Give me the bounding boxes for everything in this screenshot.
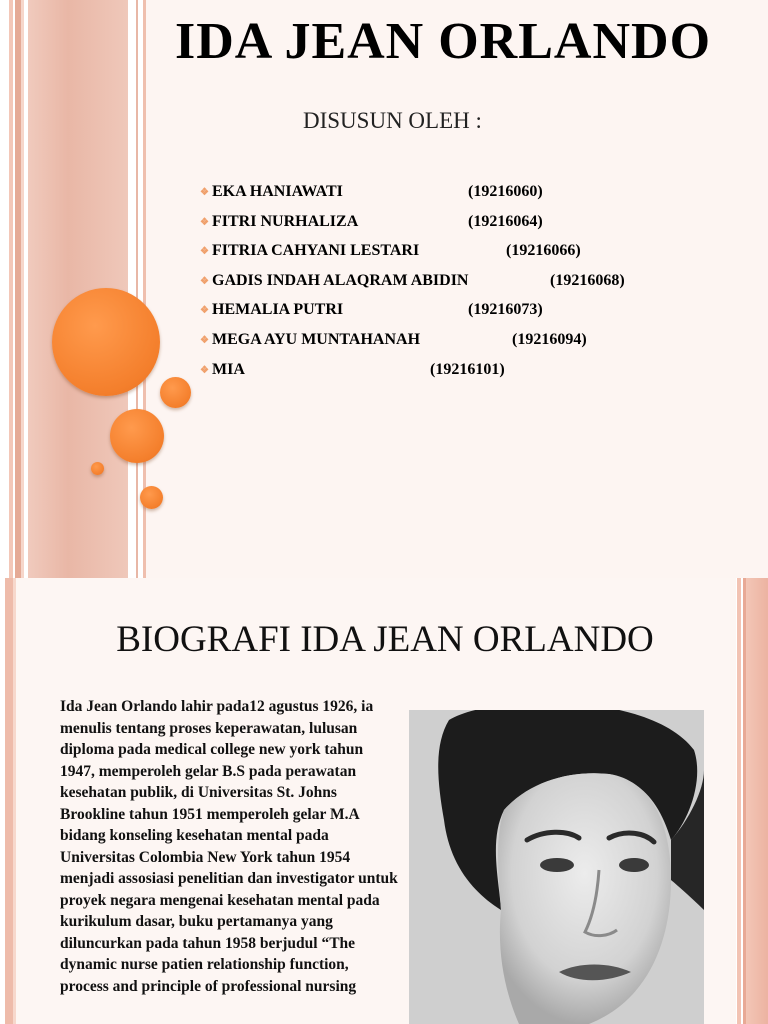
diamond-bullet-icon: ❖ xyxy=(200,334,209,346)
decor-stripe xyxy=(5,578,13,1024)
member-name: FITRI NURHALIZA xyxy=(212,212,359,230)
decor-circle-tiny xyxy=(91,462,104,475)
member-name: FITRIA CAHYANI LESTARI xyxy=(212,242,420,260)
slide-title-heading: IDA JEAN ORLANDO xyxy=(174,13,712,70)
biography-title: BIOGRAFI IDA JEAN ORLANDO xyxy=(116,619,654,660)
slide-subtitle: DISUSUN OLEH : xyxy=(303,108,482,133)
decor-circle-small xyxy=(140,486,163,509)
diamond-bullet-icon: ❖ xyxy=(200,275,209,287)
member-name: HEMALIA PUTRI xyxy=(212,301,344,319)
diamond-bullet-icon: ❖ xyxy=(200,187,209,198)
portrait-image xyxy=(409,710,704,1024)
diamond-bullet-icon: ❖ xyxy=(200,305,209,317)
slide-biography xyxy=(0,578,768,1024)
diamond-bullet-icon: ❖ xyxy=(200,364,209,376)
diamond-bullet-icon: ❖ xyxy=(200,246,209,258)
decor-stripe xyxy=(0,0,9,578)
member-nim: (19216094) xyxy=(512,330,587,348)
member-nim: (19216073) xyxy=(468,301,543,319)
member-nim: (19216101) xyxy=(430,360,505,378)
decor-circle-small xyxy=(160,377,191,408)
decor-circle-large xyxy=(52,288,160,396)
member-name: MEGA AYU MUNTAHANAH xyxy=(212,330,421,348)
decor-circle-medium xyxy=(110,409,164,463)
member-nim: (19216060) xyxy=(468,183,543,200)
diamond-bullet-icon: ❖ xyxy=(200,216,209,228)
member-nim: (19216066) xyxy=(506,242,581,260)
member-nim: (19216064) xyxy=(468,212,543,230)
member-name: GADIS INDAH ALAQRAM ABIDIN xyxy=(212,271,469,289)
decor-stripe-wide xyxy=(746,578,768,1024)
member-name: MIA xyxy=(212,360,245,378)
portrait-photo xyxy=(409,710,704,1024)
biography-text: Ida Jean Orlando lahir pada12 agustus 1926, ia menulis tentang proses keperawatan, lulusan diploma pada medical college new york tahun 1947, memperoleh gelar B.S pada perawatan kesehatan publik, di Universitas St. Johns Brookline tahun 1951 memperoleh gelar M.A bidang konseling kesehatan mental pada Universitas Colombia New York tahun 1954 menjadi assosiasi penelitian dan investigator untuk proyek negara mengenai kesehatan mental pada kurikulum dasar, buku pertamanya yang diluncurkan pada tahun 1958 berjudul “The dynamic nurse patien relationship function, process and principle of professional nursing xyxy=(60,698,398,995)
member-name: EKA HANIAWATI xyxy=(212,183,343,200)
decor-stripe xyxy=(128,0,136,578)
member-nim: (19216068) xyxy=(550,271,625,289)
